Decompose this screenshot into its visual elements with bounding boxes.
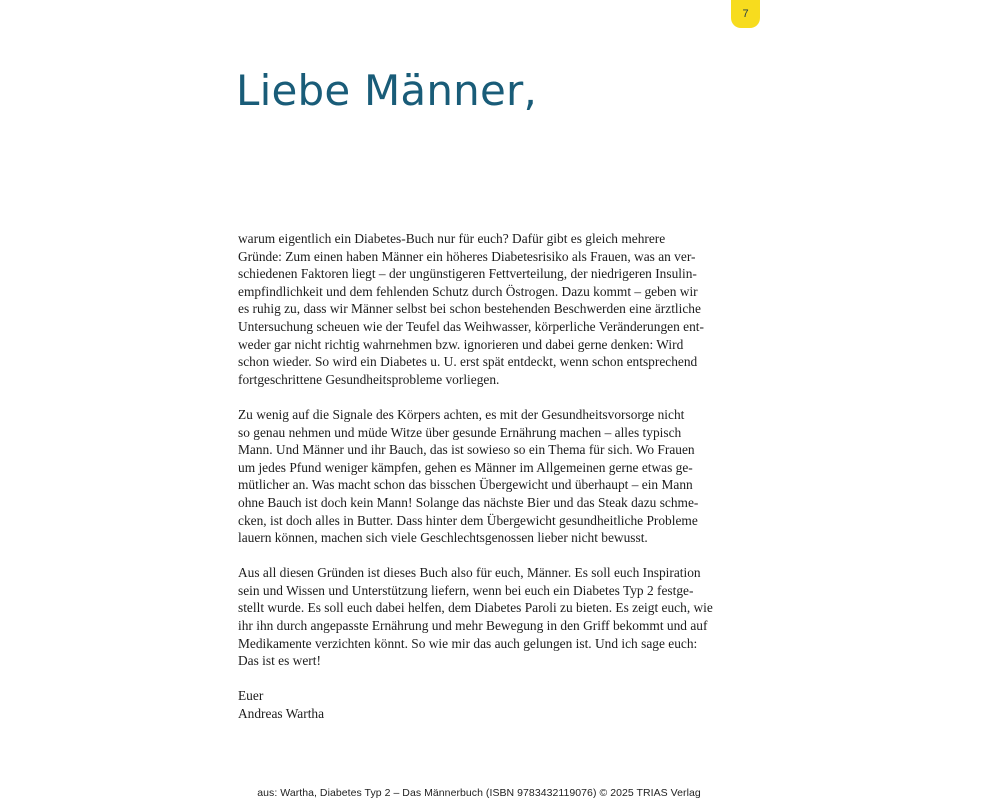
copyright-footer xyxy=(0,787,1000,799)
text-line: sein und Wissen und Unterstützung liefern, wenn bei euch ein Diabetes Typ 2 festge- xyxy=(238,582,694,598)
text-line: fortgeschrittene Gesundheitsprobleme vorliegen. xyxy=(238,371,500,387)
paragraph-2 xyxy=(238,406,738,547)
sign-off xyxy=(238,687,738,722)
closing-text: Euer xyxy=(238,688,264,704)
text-line: Gründe: Zum einen haben Männer ein höheres Diabetesrisiko als Frauen, was an ver- xyxy=(238,248,696,264)
text-line: schon wieder. So wird ein Diabetes u. U. erst spät entdeckt, wenn schon entsprechend xyxy=(238,354,698,370)
text-line: es ruhig zu, dass wir Männer selbst bei schon bestehenden Beschwerden eine ärztliche xyxy=(238,301,701,317)
text-line: ohne Bauch ist doch kein Mann! Solange das nächste Bier und das Steak dazu schme- xyxy=(238,494,699,510)
text-line: Zu wenig auf die Signale des Körpers achten, es mit der Gesundheitsvorsorge nicht xyxy=(238,406,685,422)
page-number: 7 xyxy=(742,8,749,20)
text-line: lauern können, machen sich viele Geschlechtsgenossen lieber nicht bewusst. xyxy=(238,530,648,546)
text-line: ihr ihn durch angepasste Ernährung und mehr Bewegung in den Griff bekommt und auf xyxy=(238,618,708,634)
text-line: Untersuchung scheuen wie der Teufel das Weihwasser, körperliche Veränderungen ent- xyxy=(238,318,704,334)
letter-body xyxy=(238,230,738,740)
text-line: warum eigentlich ein Diabetes-Buch nur für euch? Dafür gibt es gleich mehrere xyxy=(238,231,666,246)
page-heading: Liebe Männer, xyxy=(236,66,538,115)
page-number-badge xyxy=(731,0,760,28)
text-line: weder gar nicht richtig wahrnehmen bzw. ignorieren und dabei gerne denken: Wird xyxy=(238,336,684,352)
footer-text: aus: Wartha, Diabetes Typ 2 – Das Männerbuch (ISBN 9783432119076) © 2025 TRIAS Verlag xyxy=(257,787,701,799)
paragraph-3 xyxy=(238,564,738,670)
text-line: so genau nehmen und müde Witze über gesunde Ernährung machen – alles typisch xyxy=(238,424,682,440)
text-line: schiedenen Faktoren liegt – der ungünstigeren Fettverteilung, der niedrigeren Insulin- xyxy=(238,266,697,282)
text-line: stellt wurde. Es soll euch dabei helfen, dem Diabetes Paroli zu bieten. Es zeigt euch, wie xyxy=(238,600,713,616)
text-line: mütlicher an. Was macht schon das bisschen Übergewicht und überhaupt – ein Mann xyxy=(238,477,693,493)
text-line: Medikamente verzichten könnt. So wie mir das auch gelungen ist. Und ich sage euch: xyxy=(238,635,698,651)
text-line: empfindlichkeit und dem fehlenden Schutz durch Östrogen. Dazu kommt – geben wir xyxy=(238,283,698,299)
text-line: Mann. Und Männer und ihr Bauch, das ist sowieso so ein Thema für sich. Wo Frauen xyxy=(238,442,695,458)
text-line: um jedes Pfund weniger kämpfen, gehen es Männer im Allgemeinen gerne etwas ge- xyxy=(238,459,693,475)
text-line: Das ist es wert! xyxy=(238,653,321,669)
author-signature: Andreas Wartha xyxy=(238,706,325,722)
text-line: cken, ist doch alles in Butter. Dass hinter dem Übergewicht gesundheitliche Probleme xyxy=(238,512,698,528)
paragraph-1 xyxy=(238,230,738,388)
text-line: Aus all diesen Gründen ist dieses Buch also für euch, Männer. Es soll euch Inspiration xyxy=(238,565,701,581)
